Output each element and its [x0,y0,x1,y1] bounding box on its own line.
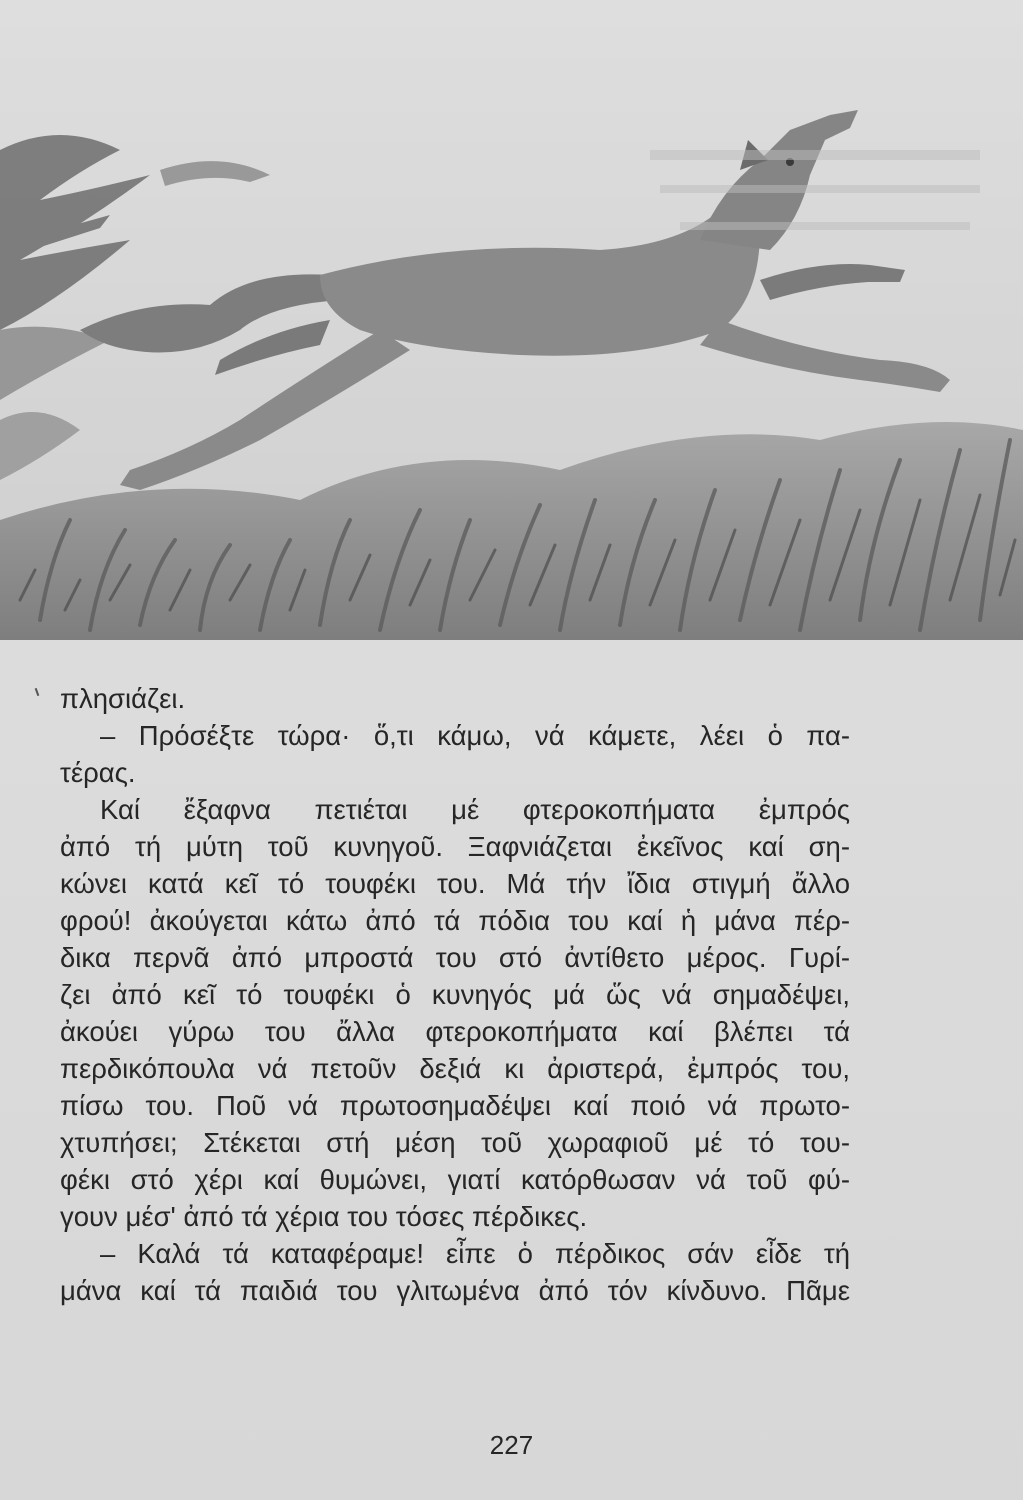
text-line: μάνα καί τά παιδιά του γλιτωμένα ἀπό τόν κίνδυνο. Πᾶμε [60,1275,850,1306]
fox-illustration [0,0,1023,640]
text-line: ζει ἀπό κεῖ τό τουφέκι ὁ κυνηγός μά ὥς νά σημαδέψει, [60,979,850,1010]
page-number: 227 [489,1430,534,1460]
text-line: χτυπήσει; Στέκεται στή μέση τοῦ χωραφιοῦ μέ τό του- [60,1127,850,1158]
text-line: δικα περνᾶ ἀπό μπροστά του στό ἀντίθετο μέρος. Γυρί- [60,942,850,973]
text-line: περδικόπουλα νά πετοῦν δεξιά κι ἀριστερά, ἐμπρός του, [60,1053,850,1084]
text-line: τέρας. [60,757,136,788]
text-line: – Πρόσέξτε τώρα· ὅ,τι κάμω, νά κάμετε, λέει ὁ πα- [100,720,850,751]
text-line: γουν μέσ' ἀπό τά χέρια του τόσες πέρδικες. [60,1201,588,1232]
margin-mark [35,688,40,696]
text-line: πλησιάζει. [60,683,186,714]
text-line: φρού! ἀκούγεται κάτω ἀπό τά πόδια του καί ἡ μάνα πέρ- [60,905,850,936]
text-line: κώνει κατά κεῖ τό τουφέκι του. Μά τήν ἴδια στιγμή ἄλλο [60,868,850,899]
story-text [60,680,850,1309]
text-line: Καί ἔξαφνα πετιέται μέ φτεροκοπήματα ἐμπρός [100,794,850,825]
text-line: ἀκούει γύρω του ἄλλα φτεροκοπήματα καί βλέπει τά [60,1016,850,1047]
text-line: ἀπό τή μύτη τοῦ κυνηγοῦ. Ξαφνιάζεται ἐκεῖνος καί ση- [60,831,850,862]
text-line: φέκι στό χέρι καί θυμώνει, γιατί κατόρθωσαν νά τοῦ φύ- [60,1164,850,1195]
text-line: – Καλά τά καταφέραμε! εἶπε ὁ πέρδικος σάν εἶδε τή [100,1238,850,1269]
text-line: πίσω του. Ποῦ νά πρωτοσημαδέψει καί ποιό νά πρωτο- [60,1090,850,1121]
